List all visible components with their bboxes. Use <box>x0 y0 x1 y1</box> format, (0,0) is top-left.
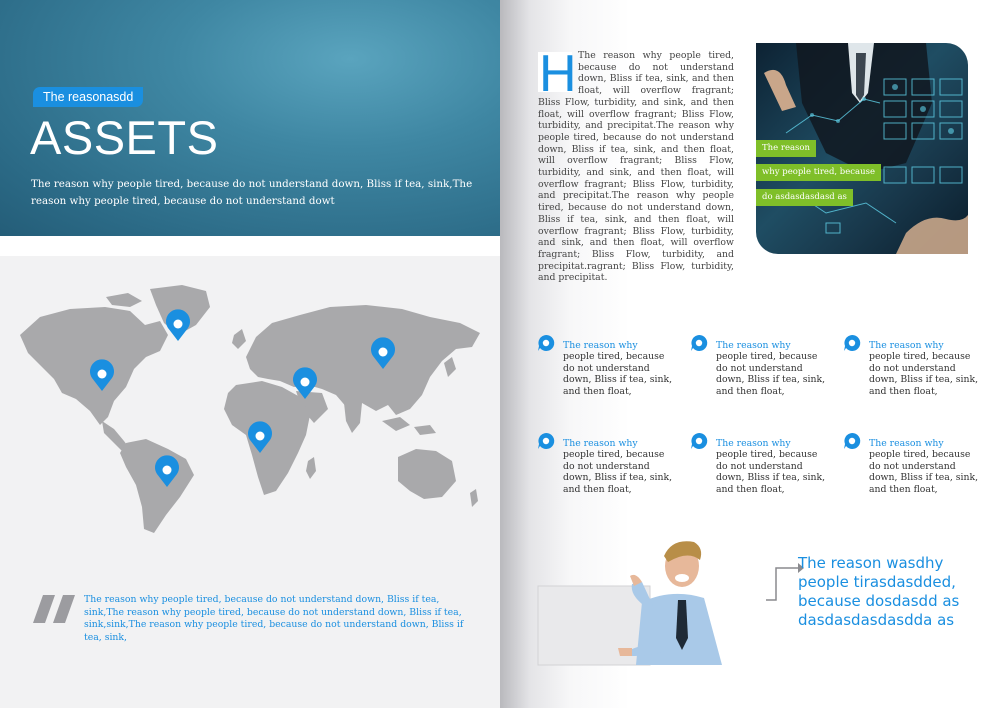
feature-title: The reason why <box>563 340 638 351</box>
speech-bubble-icon <box>844 433 860 449</box>
photo-label-2: why people tired, because <box>756 164 881 181</box>
feature-title: The reason why <box>869 438 944 449</box>
photo-label-3: do asdasdasdasd as <box>756 189 853 206</box>
feature-body: people tired, because do not understand down, Bliss if tea, sink, and then float, <box>563 449 673 495</box>
hero-subtitle: The reason why people tired, because do not understand down, Bliss if tea, sink,The reason why people tired, because do not understand dowt <box>31 178 473 207</box>
world-map <box>10 285 490 535</box>
feature-body: people tired, because do not understand down, Bliss if tea, sink, and then float, <box>869 351 979 397</box>
speech-bubble-icon <box>538 433 554 449</box>
body-text <box>538 50 734 284</box>
speech-bubble-icon <box>691 335 707 351</box>
hero-tag: The reasonasdd <box>33 87 143 107</box>
feature-title: The reason why <box>716 340 791 351</box>
feature-title: The reason why <box>869 340 944 351</box>
quote-text: The reason why people tired, because do not understand down, Bliss if tea, sink,The reason why people tired, because do not understand down, Bliss if tea, sink,sink,The reason why people tired, because do not understand down, Bliss if tea, sink, <box>84 594 464 643</box>
world-map-landmass <box>20 285 480 533</box>
right-page <box>500 0 1000 708</box>
body-paragraph: The reason why people tired, because do not understand down, Bliss if tea, sink, and then float, will overflow fragrant; Bliss Flow, turbidity, and sink, and then float, will overflow fragrant; Bliss Flow, turbidity, and precipitat.The reason why people tired, because do not understand down, Bliss if tea, sink, and then float, will overflow fragrant; Bliss Flow, turbidity, and sink, and then float, will overflow fragrant; Bliss Flow, turbidity, and precipitat.The reason why people tired, because do not understand down, Bliss if tea, sink, and then float, will overflow fragrant; Bliss Flow, turbidity, and sink, and then float, will overflow fragrant; Bliss Flow, turbidity, and precipitat.ragrant; Bliss Flow, turbidity, and precipitat. <box>538 50 734 284</box>
drop-cap-space <box>538 50 578 90</box>
feature-body: people tired, because do not understand down, Bliss if tea, sink, and then float, <box>563 351 673 397</box>
businessman-photo <box>538 538 728 665</box>
feature-body: people tired, because do not understand down, Bliss if tea, sink, and then float, <box>869 449 979 495</box>
feature-title: The reason why <box>563 438 638 449</box>
speech-bubble-icon <box>538 335 554 351</box>
page-title: ASSETS <box>30 111 219 164</box>
location-pin-icon <box>166 309 190 341</box>
feature-body: people tired, because do not understand down, Bliss if tea, sink, and then float, <box>716 351 826 397</box>
photo-label-1: The reason <box>756 140 816 157</box>
hero-banner <box>0 0 500 236</box>
speech-bubble-icon <box>844 335 860 351</box>
callout-text: The reason wasdhy people tirasdasdded, because dosdasdd as dasdasdasdasdda as <box>798 554 960 629</box>
speech-bubble-icon <box>691 433 707 449</box>
feature-title: The reason why <box>716 438 791 449</box>
drop-cap-letter: H <box>539 45 577 103</box>
quote-icon <box>33 595 75 623</box>
feature-body: people tired, because do not understand down, Bliss if tea, sink, and then float, <box>716 449 826 495</box>
divider-band <box>0 236 500 256</box>
